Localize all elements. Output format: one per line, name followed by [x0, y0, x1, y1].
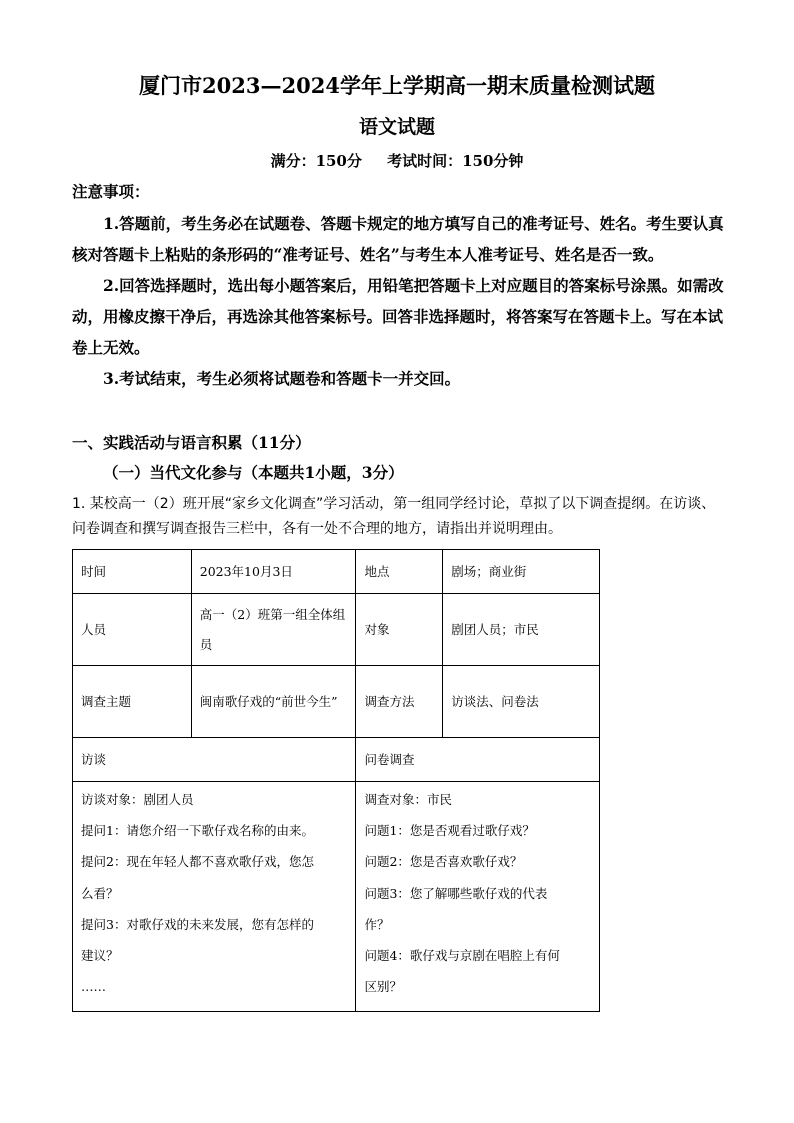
survey-line: 调查对象：市民 [364, 792, 452, 807]
target-label: 对象 [356, 594, 443, 666]
method-label: 调查方法 [356, 666, 443, 738]
table-row [73, 782, 600, 1012]
note-item: 1.答题前，考生务必在试题卷、答题卡规定的地方填写自己的准考证号、姓名。考生要认真核对答题卡上粘贴的条形码的“准考证号、姓名”与考生本人准考证号、姓名是否一致。 [72, 214, 724, 264]
survey-line: 区别？ [364, 979, 402, 995]
exam-title: 厦门市2023—2024学年上学期高一期末质量检测试题 [139, 73, 655, 98]
note-item: 2.回答选择题时，选出每小题答案后，用铅笔把答题卡上对应题目的答案标号涂黑。如需改动，用橡皮擦干净后，再选涂其他答案标号。回答非选择题时，将答案写在答题卡上。写在本试卷上无效。 [72, 276, 724, 357]
theme-label: 调查主题 [73, 666, 192, 738]
full-score: 满分：150分 [270, 152, 362, 170]
theme-value: 闽南歌仔戏的“前世今生” [191, 666, 356, 738]
notes-list [72, 208, 724, 394]
interview-label: 访谈 [73, 738, 356, 782]
time-value: 2023年10月3日 [191, 550, 356, 594]
table-row [73, 666, 600, 738]
table-row [73, 550, 600, 594]
survey-line: 作？ [364, 916, 390, 932]
subject-title: 语文试题 [358, 116, 435, 138]
target-value: 剧团人员；市民 [443, 594, 600, 666]
question-1-text: 1. 某校高一（2）班开展“家乡文化调查”学习活动，第一组同学经讨论，草拟了以下调查提纲。在访谈、问卷调查和撰写调查报告三栏中，各有一处不合理的地方，请指出并说明理由。 [72, 496, 716, 537]
table-row [73, 594, 600, 666]
note-item: 3.考试结束，考生必须将试题卷和答题卡一并交回。 [103, 369, 461, 388]
exam-time: 考试时间：150分钟 [387, 152, 524, 170]
method-value: 访谈法、问卷法 [443, 666, 600, 738]
interview-line: 提问3：对歌仔戏的未来发展，您有怎样的 [81, 916, 314, 932]
people-label: 人员 [73, 594, 192, 666]
interview-questions [73, 782, 356, 1012]
people-value: 高一（2）班第一组全体组员 [191, 594, 356, 666]
interview-line: 访谈对象：剧团人员 [81, 792, 194, 807]
survey-outline-table [72, 549, 600, 1012]
table-row [73, 738, 600, 782]
survey-line: 问题4：歌仔戏与京剧在唱腔上有何 [364, 948, 560, 964]
place-value: 剧场；商业街 [443, 550, 600, 594]
time-label: 时间 [73, 550, 192, 594]
interview-line: 提问1：请您介绍一下歌仔戏名称的由来。 [81, 823, 314, 839]
section-heading: 一、实践活动与语言积累（11分） [72, 433, 311, 452]
sub-section-heading: （一）当代文化参与（本题共1小题，3分） [103, 463, 404, 482]
interview-line: 么看？ [81, 885, 119, 901]
exam-info [0, 150, 794, 171]
survey-label: 问卷调查 [356, 738, 600, 782]
interview-line: 提问2：现在年轻人都不喜欢歌仔戏，您怎 [81, 854, 314, 870]
interview-line: 建议？ [81, 948, 119, 964]
survey-questions [356, 782, 600, 1012]
interview-line: …… [81, 979, 106, 995]
survey-line: 问题1：您是否观看过歌仔戏？ [364, 823, 535, 839]
notes-heading: 注意事项： [72, 182, 150, 201]
place-label: 地点 [356, 550, 443, 594]
survey-line: 问题2：您是否喜欢歌仔戏？ [364, 854, 523, 870]
survey-line: 问题3：您了解哪些歌仔戏的代表 [364, 885, 548, 901]
